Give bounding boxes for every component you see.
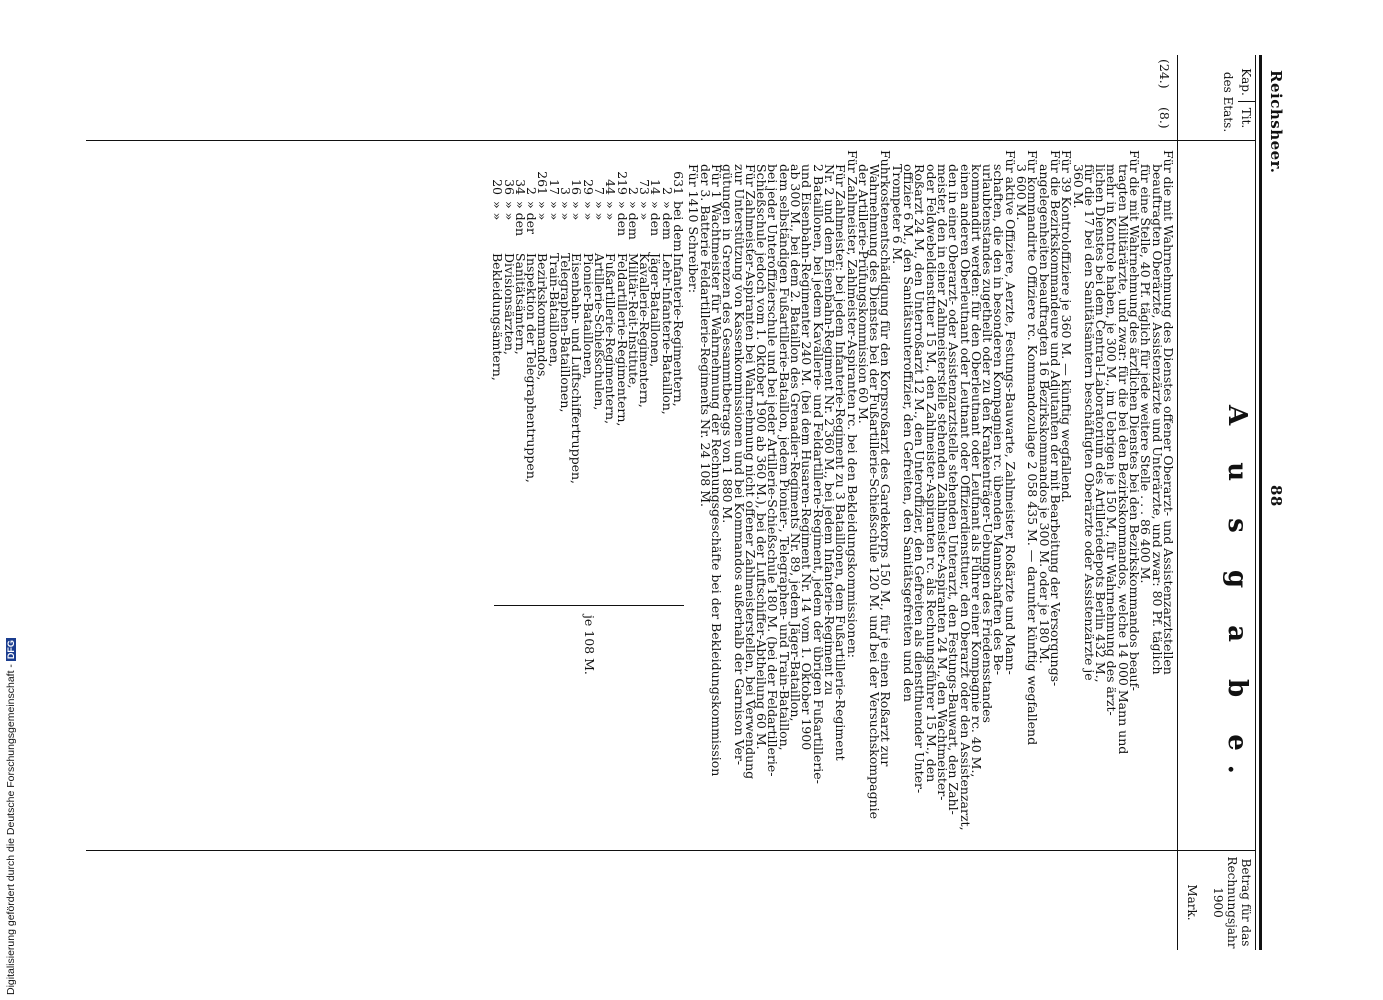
body-line: Für Zahlmeister: bei jedem Infanterie-Regiment zu 3 Bataillonen, dem Fußartillerie-Regiment <box>833 164 849 761</box>
body-line: einen anderen Oberleutnant oder Leutnant oder Offizierdiensttuer, den Oberarzt oder den Assistenzarzt, <box>957 164 973 831</box>
body-line: tragten Militärärzte, und zwar: für die bei den Bezirkskommandos, welche 14 000 Mann und <box>1115 164 1131 755</box>
row-prep: » dem <box>625 201 641 240</box>
dfg-logo: DFG <box>6 640 16 660</box>
body-line: schaften, die den in besonderen Kompagnien rc. übenden Mannschaften des Be- <box>991 164 1007 676</box>
row-prep: » » <box>569 201 585 221</box>
row-unit: Eisenbahn- und Luftschiffertruppen, <box>569 253 585 485</box>
body-line: Für Zahlmeister-Aspiranten bei Wahrnehmung nicht offener Zahlmeisterstellen, bei Verwendung <box>742 164 758 780</box>
row-unit: Lehr-Infanterie-Bataillon, <box>659 253 675 415</box>
row-prep: » dem <box>659 201 675 240</box>
col-mark: Mark. <box>1185 884 1199 921</box>
body-line: bei jeder Unteroffizierschule und bei jeder Artillerie-Schießschule 180 M. (bei der Feldartillerie- <box>765 164 781 777</box>
header-rule <box>1255 55 1256 950</box>
body-line: der Artillerie-Prüfungskommission 60 M. <box>855 164 871 424</box>
running-head: Reichsheer. <box>1267 70 1285 174</box>
body-line: oder Feldwebeldiensttuer 15 M., den Zahlmeister-Aspiranten rc. als Rechnungsführer 15 M., den <box>923 164 939 783</box>
body-line: Für 1410 Schreiber: <box>686 164 702 294</box>
body-line: ab 300 M., bei dem 2. Bataillon des Grenadier-Regiments Nr. 89, jedem Jäger-Bataillon, <box>788 164 804 722</box>
row-prep: » » <box>637 201 653 221</box>
row-prep: » » <box>535 201 551 221</box>
body-line: urlaubtenstandes zugetheilt oder zu den Krankenträger-Uebungen des Friedensstandes <box>980 164 996 723</box>
row-count: 3 <box>558 187 574 195</box>
body-line: Für die mit Wahrnehmung des Dienstes offener Oberarzt- und Assistenzarztstellen <box>1161 150 1176 675</box>
body-line: beauftragten Oberärzte, Assistenzärzte und Unterärzte, und zwar: 80 Pf. täglich <box>1149 164 1165 675</box>
row-prep: » den <box>512 201 528 237</box>
body-line: lichen Dienstes bei dem Central-Laboratorium des Artilleriedepots Berlin 432 M., <box>1093 164 1109 683</box>
row-unit: Inspektion der Telegraphentruppen, <box>524 253 540 483</box>
row-prep: » » <box>603 201 619 221</box>
row-prep: » der <box>524 201 540 234</box>
row-unit: Fußartillerie-Regimentern, <box>603 253 619 425</box>
col-betrag: Betrag für das Rechnungsjahr 1900 <box>1211 856 1253 949</box>
body-line: der 3. Batterie Feldartillerie-Regiments Nr. 24 108 M. <box>697 164 713 507</box>
body-line: Roßarzt 24 M., den Unterroßarzt 12 M., den Unteroffizier, den Gefreiten als dienstthuender Unter- <box>912 164 928 794</box>
row-unit: Bekleidungsämtern, <box>490 253 506 381</box>
row-prep: » den <box>648 201 664 237</box>
table-brace <box>494 605 684 606</box>
row-prep: » » <box>546 201 562 221</box>
body-line: offizier 6 M., den Sanitätsunteroffizier, den Gefreiten, den Sanitätsgefreiten und den <box>901 164 917 702</box>
row-unit: Militär-Reit-Institute, <box>625 253 641 389</box>
body-line: Schießschule jedoch vom 1. Oktober 1900 ab 360 M.), bei der Luftschiffer-Abtheilung 60 M. <box>754 164 770 750</box>
body-line: und Eisenbahn-Regimenter 240 M. (bei dem Husaren-Regiment Nr. 14 vom 1. Oktober 1900 <box>799 164 815 751</box>
row-count: 2 <box>524 187 540 195</box>
body-line: Für die mit Wahrnehmung des ärztlichen Dienstes bei den Bezirkskommandos beauf- <box>1127 150 1143 691</box>
body-line: zur Unterstützung von Kassenkommissionen und bei Kommandos außerhalb der Garnison Ver- <box>731 164 747 766</box>
row-prep: » » <box>592 201 607 221</box>
row-prep: bei dem <box>671 201 687 252</box>
body-line: gütungen in Grenzen des Gesammtbetrags von 1 880 M. <box>720 164 736 524</box>
divider-left <box>86 140 1256 141</box>
body-line: dem selbständigen Fußartillerie-Bataillon, jedem Pionier-, Telegraphen- und Train-Bataillon, <box>776 164 792 751</box>
body-line: mehr in Kontrole haben, je 300 M., im Uebrigen je 150 M., für Wahrnehmung des ärzt- <box>1104 164 1120 716</box>
divider-kap-tit <box>1238 101 1256 102</box>
footer-credit <box>5 638 17 995</box>
body-line: für eine Stelle, 40 Pf. täglich für jede weitere Stelle . . . 86 400 M. <box>1138 164 1154 584</box>
row-count: 2 <box>625 187 641 195</box>
body-line: für die 17 bei den Sanitätsämtern beschäftigten Oberärzte oder Assistenzärzte je <box>1081 164 1097 681</box>
table-row <box>490 165 505 381</box>
row-count: 44 <box>603 179 619 195</box>
col-des-etats: des Etats. <box>1221 71 1235 133</box>
body-line: angelegenheiten beauftragten 16 Bezirkskommandos je 300 M. oder je 180 M. <box>1036 164 1052 664</box>
row-count: 20 <box>490 179 506 195</box>
row-count: 631 <box>671 171 687 195</box>
credit-text: Digitalisierung gefördert durch die Deutsche Forschungsgemeinschaft - <box>5 664 17 995</box>
body-line: Nr. 2 und dem Eisenbahn-Regiment Nr. 2 360 M., bei jedem Infanterie-Regiment zu <box>822 164 837 696</box>
body-line: Trompeter 6 M. <box>889 164 905 265</box>
row-prep: » » <box>501 201 517 221</box>
row-count: 261 <box>535 171 551 195</box>
row-prep: » » <box>580 201 596 221</box>
body-line: kommandirt werden: für den Oberleutnant oder Leutnant als Führer einer Kompagnie rc. 40 M., <box>968 164 984 778</box>
row-count: 14 <box>648 179 664 195</box>
body-line: den in einer Oberarzt- oder Assistenzarztstelle stehenden Unterarzt, den Festungs-Bauwart, den Zahl- <box>946 164 962 815</box>
body-line: Für Zahlmeister, Zahlmeister-Aspiranten rc. bei den Bekleidungskommissionen: <box>844 150 860 658</box>
row-count: 34 <box>512 179 528 195</box>
row-unit: Bezirkskommandos, <box>535 253 551 381</box>
row-unit: Jäger-Bataillonen, <box>648 253 664 368</box>
body-line: 2 Bataillonen, bei jedem Kavallerie- und Feldartillerie-Regiment, jedem der übrigen Fußartillerie- <box>810 164 826 784</box>
row-prep: » den <box>614 201 630 237</box>
body-line: 3 600 M. <box>1014 164 1030 221</box>
body-line: Für 39 Kontroloffiziere je 360 M. — künftig wegfallend. <box>1059 150 1075 503</box>
ref-kap: (24.) <box>1157 59 1172 89</box>
row-count: 7 <box>592 187 607 195</box>
body-line: Für die Bezirkskommandeure und Adjutanten der mit Bearbeitung der Versorgungs- <box>1048 150 1063 687</box>
row-unit: Pionier-Bataillonen, <box>580 253 596 379</box>
divider-right <box>86 850 1256 851</box>
row-count: 29 <box>580 179 596 195</box>
row-unit: Artillerie-Schießschulen, <box>592 253 607 411</box>
body-line: Wahrnehmung des Dienstes bei der Fußartillerie-Schießschule 120 M. und bei der Versuchskompagnie <box>867 164 883 820</box>
page-number: 88 <box>1267 485 1285 507</box>
col-kap: Kap. <box>1239 68 1253 96</box>
row-count: 73 <box>637 179 653 195</box>
body-line: Für 1 Wachtmeister für Wahrnehmung der Rechnungsgeschäfte bei der Bekleidungskommission <box>709 164 724 777</box>
body-line: 360 M. <box>1070 164 1086 209</box>
top-rule <box>1259 55 1262 950</box>
section-title: A u s g a b e. <box>1222 405 1252 788</box>
row-count: 16 <box>569 179 585 195</box>
row-prep: » » <box>558 201 574 221</box>
row-prep: » » <box>490 201 506 221</box>
row-count: 17 <box>546 179 562 195</box>
col-tit: Tit. <box>1239 107 1253 129</box>
body-line: meister, den in einer Zahlmeisterstelle stehenden Zahlmeister-Aspiranten 24 M., den Wachtmeister- <box>935 164 950 801</box>
row-unit: Infanterie-Regimentern, <box>671 253 687 407</box>
row-count: 219 <box>614 171 630 195</box>
row-unit: Divisionsärzten, <box>501 253 517 355</box>
body-line: Für aktive Offiziere, Aerzte, Festungs-Bauwarte, Zahlmeister, Roßärzte und Mann- <box>1002 150 1018 675</box>
ref-tit: (8.) <box>1157 107 1172 129</box>
schreiber-rate: je 108 M. <box>582 615 598 675</box>
body-line: Für kommandirte Offiziere rc. Kommandozulage 2 058 435 M. — darunter künftig wegfallend <box>1025 150 1041 746</box>
row-unit: Sanitätsämtern, <box>512 253 528 355</box>
row-unit: Train-Bataillonen, <box>546 253 562 368</box>
row-unit: Feldartillerie-Regimentern, <box>614 253 630 427</box>
rotated-page-content <box>50 15 1290 995</box>
body-line: Fuhrkostenentschädigung für den Korpsroßarzt des Gardekorps 150 M., für je einen Roßarzt zur <box>878 150 894 767</box>
row-unit: Kavallerie-Regimentern, <box>637 253 653 408</box>
row-unit: Telegraphen-Bataillonen, <box>558 253 574 413</box>
header-bottom-rule <box>1177 55 1178 950</box>
row-count: 36 <box>501 179 517 195</box>
row-count: 2 <box>659 187 675 195</box>
